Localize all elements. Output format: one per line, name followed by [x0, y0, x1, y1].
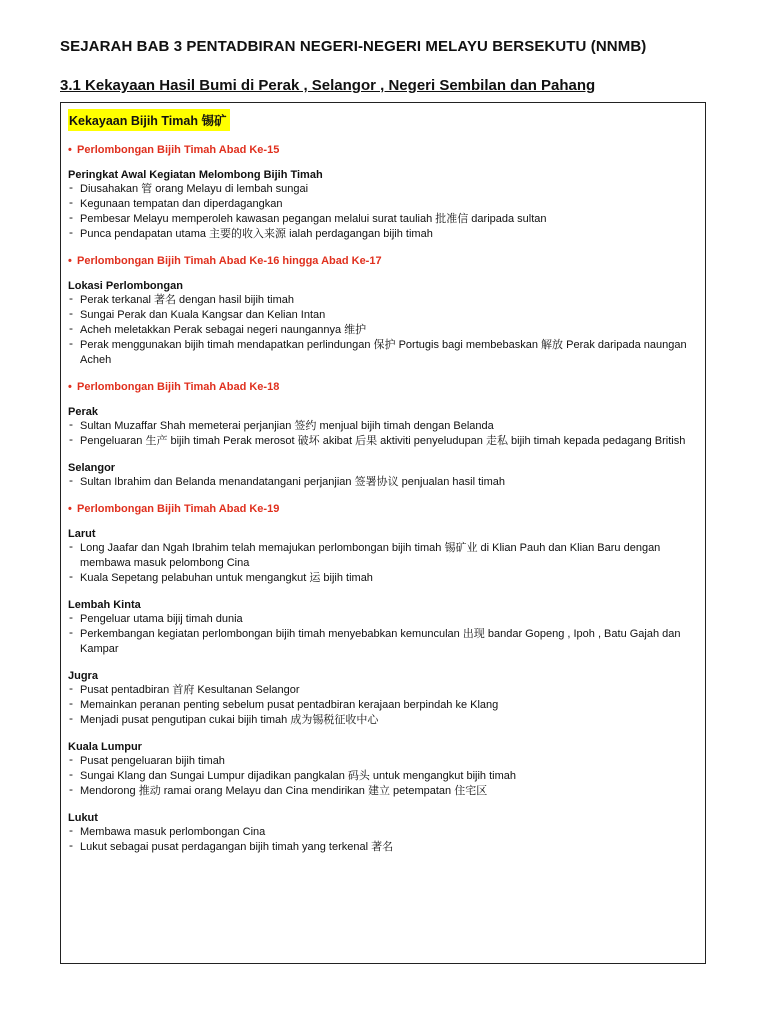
- list-item: - Mendorong 推动 ramai orang Melayu dan Cina mendirikan 建立 petempatan 住宅区: [68, 784, 705, 799]
- point-list: [68, 754, 705, 799]
- period-label: Perlombongan Bijih Timah Abad Ke-18: [77, 381, 280, 393]
- list-item: - Sultan Muzaffar Shah memeterai perjanjian 签约 menjual bijih timah dengan Belanda: [68, 419, 705, 434]
- list-item: - Kuala Sepetang pelabuhan untuk mengangkut 运 bijih timah: [68, 571, 705, 586]
- list-item: - Long Jaafar dan Ngah Ibrahim telah memajukan perlombongan bijih timah 锡矿业 di Klian Pauh dan Klian Baru dengan membawa masuk pelombong Cina: [68, 541, 705, 571]
- list-item: - Sungai Perak dan Kuala Kangsar dan Kelian Intan: [68, 308, 705, 323]
- content-box: [60, 102, 706, 964]
- point-list: [68, 683, 705, 728]
- list-item: - Memainkan peranan penting sebelum pusat pentadbiran kerajaan berpindah ke Klang: [68, 698, 705, 713]
- list-item: - Acheh meletakkan Perak sebagai negeri naungannya 维护: [68, 323, 705, 338]
- list-item: - Pusat pentadbiran 首府 Kesultanan Selangor: [68, 683, 705, 698]
- topic-section: [68, 598, 705, 657]
- list-item: - Punca pendapatan utama 主要的收入来源 ialah perdagangan bijih timah: [68, 227, 705, 242]
- section-heading: Perak: [68, 406, 98, 418]
- topic-section: [68, 279, 705, 368]
- period-heading: [68, 502, 705, 516]
- list-item: - Perak terkanal 著名 dengan hasil bijih timah: [68, 293, 705, 308]
- period-heading: [68, 143, 705, 157]
- list-item: - Menjadi pusat pengutipan cukai bijih timah 成为锡税征收中心: [68, 713, 705, 728]
- list-item: - Pembesar Melayu memperoleh kawasan pegangan melalui surat tauliah 批准信 daripada sultan: [68, 212, 705, 227]
- bullet-icon: •: [68, 381, 72, 393]
- list-item: - Pengeluaran 生产 bijih timah Perak merosot 破坏 akibat 后果 aktiviti penyeludupan 走私 bijih timah kepada pedagang British: [68, 434, 705, 449]
- point-list: [68, 182, 705, 242]
- bullet-icon: •: [68, 503, 72, 515]
- section-heading: Larut: [68, 528, 96, 540]
- content-box-inner: [61, 103, 705, 855]
- topic-section: [68, 168, 705, 242]
- point-list: [68, 612, 705, 657]
- period-heading: [68, 254, 705, 268]
- period-label: Perlombongan Bijih Timah Abad Ke-19: [77, 503, 280, 515]
- list-item: - Lukut sebagai pusat perdagangan bijih timah yang terkenal 著名: [68, 840, 705, 855]
- list-item: - Kegunaan tempatan dan diperdagangkan: [68, 197, 705, 212]
- period-heading: [68, 380, 705, 394]
- list-item: - Perkembangan kegiatan perlombongan bijih timah menyebabkan kemunculan 出现 bandar Gopeng , Ipoh , Batu Gajah dan Kampar: [68, 627, 705, 657]
- topic-section: [68, 461, 705, 490]
- list-item: - Sultan Ibrahim dan Belanda menandatangani perjanjian 签署协议 penjualan hasil timah: [68, 475, 705, 490]
- point-list: [68, 825, 705, 855]
- topic-section: [68, 669, 705, 728]
- section-heading: Peringkat Awal Kegiatan Melombong Bijih Timah: [68, 169, 323, 181]
- list-item: - Sungai Klang dan Sungai Lumpur dijadikan pangkalan 码头 untuk mengangkut bijih timah: [68, 769, 705, 784]
- section-heading: Jugra: [68, 670, 98, 682]
- point-list: [68, 541, 705, 586]
- section-heading: Lokasi Perlombongan: [68, 280, 183, 292]
- section-subtitle: 3.1 Kekayaan Hasil Bumi di Perak , Selangor , Negeri Sembilan dan Pahang: [60, 77, 596, 94]
- bullet-icon: •: [68, 255, 72, 267]
- section-heading: Selangor: [68, 462, 116, 474]
- document-title: SEJARAH BAB 3 PENTADBIRAN NEGERI-NEGERI MELAYU BERSEKUTU (NNMB): [60, 38, 647, 55]
- point-list: [68, 293, 705, 368]
- bullet-icon: •: [68, 144, 72, 156]
- topic-section: [68, 740, 705, 799]
- point-list: [68, 419, 705, 449]
- period-label: Perlombongan Bijih Timah Abad Ke-15: [77, 144, 280, 156]
- topic-section: [68, 527, 705, 586]
- period-label: Perlombongan Bijih Timah Abad Ke-16 hingga Abad Ke-17: [77, 255, 382, 267]
- topic-section: [68, 811, 705, 855]
- highlighted-topic-heading: Kekayaan Bijih Timah 锡矿: [68, 109, 230, 131]
- list-item: - Pusat pengeluaran bijih timah: [68, 754, 705, 769]
- point-list: [68, 475, 705, 490]
- list-item: - Membawa masuk perlombongan Cina: [68, 825, 705, 840]
- topic-section: [68, 405, 705, 449]
- section-heading: Kuala Lumpur: [68, 741, 142, 753]
- list-item: - Pengeluar utama bijij timah dunia: [68, 612, 705, 627]
- section-heading: Lembah Kinta: [68, 599, 141, 611]
- list-item: - Diusahakan 管 orang Melayu di lembah sungai: [68, 182, 705, 197]
- section-heading: Lukut: [68, 812, 98, 824]
- period-list: [68, 143, 705, 855]
- list-item: - Perak menggunakan bijih timah mendapatkan perlindungan 保护 Portugis bagi membebaskan 解放 Perak daripada naungan Acheh: [68, 338, 705, 368]
